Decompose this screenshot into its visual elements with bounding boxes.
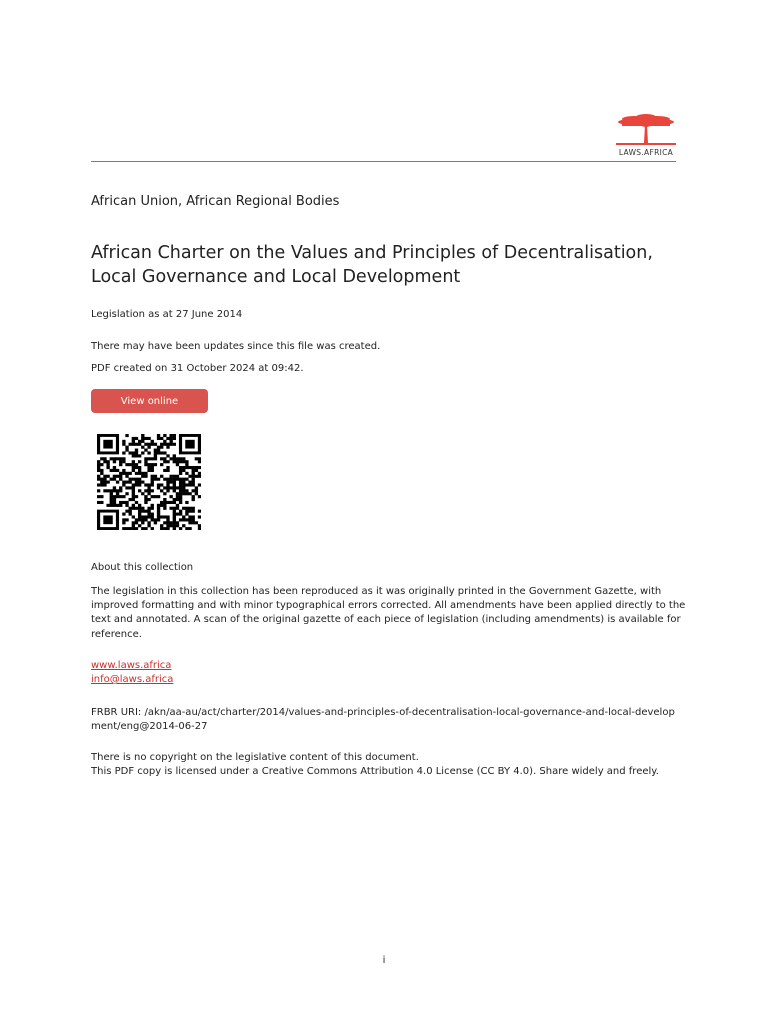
about-text: The legislation in this collection has been reproduced as it was originally printed in the Government Gazette, with improved formatting and with minor typographical errors corrected. All amendments have been applied directly to the text and annotated. A scan of the original gazette of each piece of legislation (including amendments) is available for reference. xyxy=(91,586,686,640)
page-number: i xyxy=(382,955,386,966)
view-online-button[interactable]: View online xyxy=(91,389,208,413)
header-divider xyxy=(91,161,676,162)
document-title: African Charter on the Values and Principles of Decentralisation, Local Governance and Local Development xyxy=(91,243,653,287)
qr-code-icon[interactable] xyxy=(97,434,201,530)
acacia-tree-icon xyxy=(612,113,680,147)
logo-wordmark: LAWS.AFRICA xyxy=(618,148,674,157)
contact-links xyxy=(91,659,173,687)
about-heading: About this collection xyxy=(91,562,194,573)
as-at-date: Legislation as at 27 June 2014 xyxy=(91,309,243,320)
laws-africa-logo xyxy=(612,113,680,159)
pdf-created-date: PDF created on 31 October 2024 at 09:42. xyxy=(91,363,304,374)
jurisdiction-label: African Union, African Regional Bodies xyxy=(91,194,340,209)
website-link[interactable]: www.laws.africa xyxy=(91,660,172,671)
email-link[interactable]: info@laws.africa xyxy=(91,674,174,686)
license-line: This PDF copy is licensed under a Creative Commons Attribution 4.0 License (CC BY 4.0). Share widely and freely. xyxy=(91,766,659,778)
copyright-line-1: There is no copyright on the legislative content of this document. xyxy=(91,752,419,763)
updates-note: There may have been updates since this file was created. xyxy=(91,341,381,352)
copyright-notice xyxy=(91,751,691,779)
frbr-uri: FRBR URI: /akn/aa-au/act/charter/2014/values-and-principles-of-decentralisation-local-governance-and-local-development/eng@2014-06-27 xyxy=(91,707,675,733)
